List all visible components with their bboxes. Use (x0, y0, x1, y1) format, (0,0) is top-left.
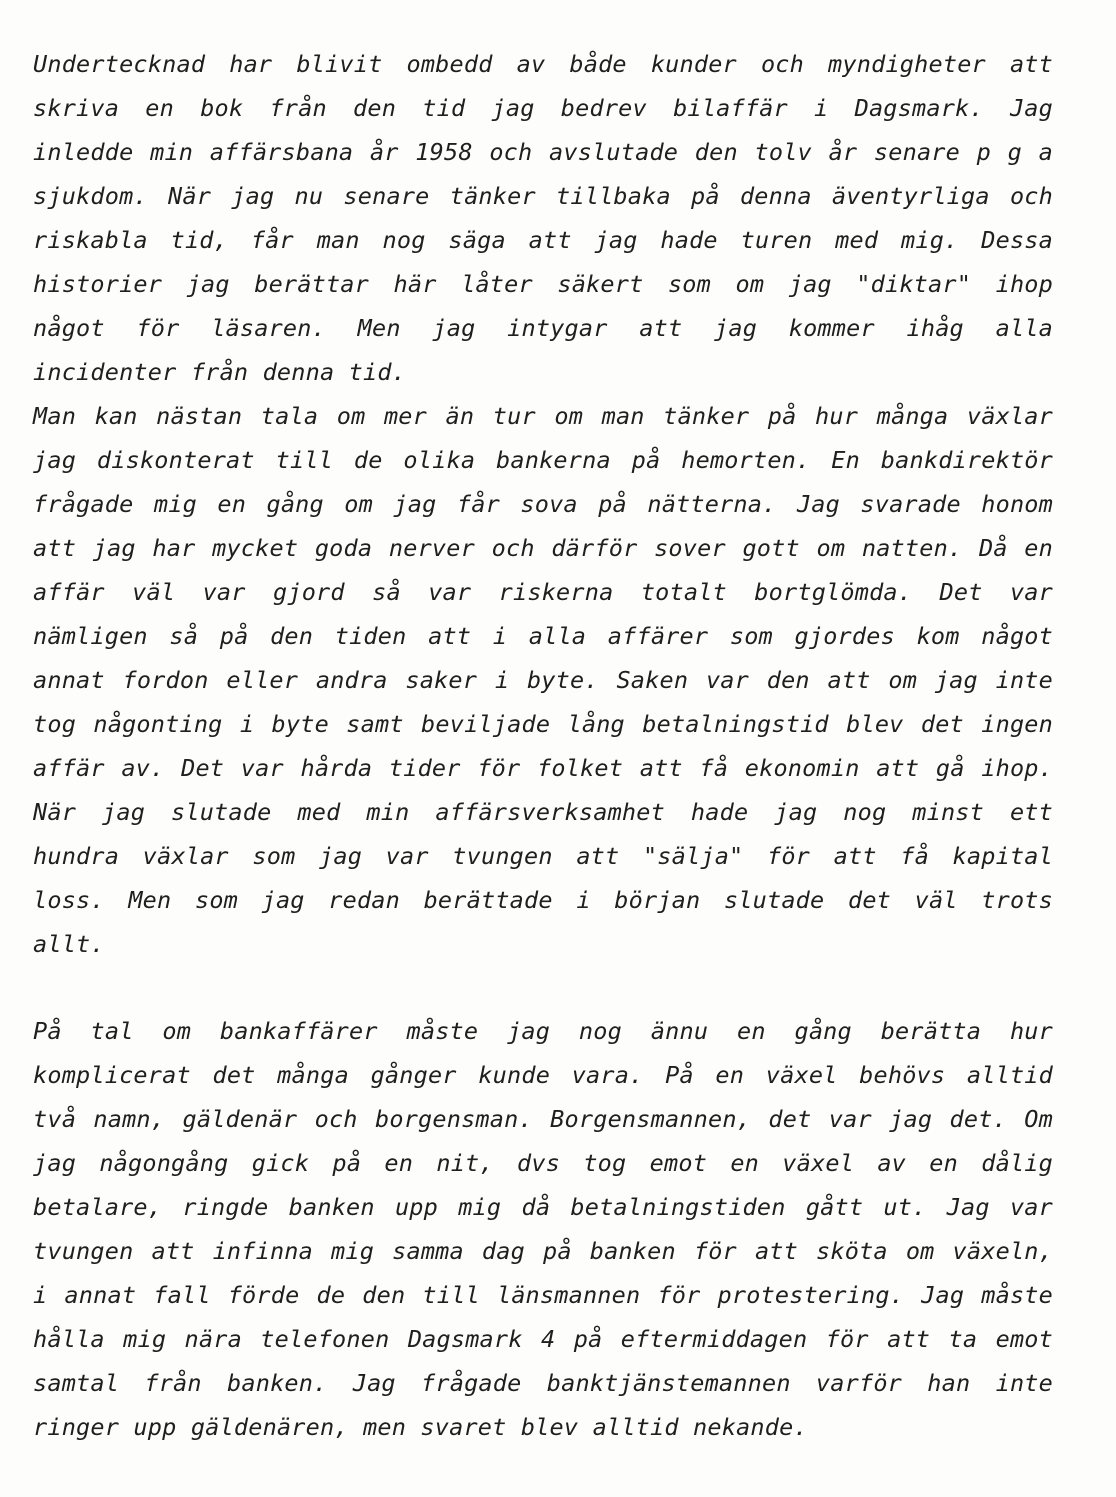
text-line: att jag har mycket goda nerver och därför sover gott om natten. Då en (33, 534, 1053, 562)
text-line: något för läsaren. Men jag intygar att jag kommer ihåg alla (33, 314, 1053, 342)
text-line: skriva en bok från den tid jag bedrev bilaffär i Dagsmark. Jag (33, 94, 1053, 122)
text-line: affär väl var gjord så var riskerna totalt bortglömda. Det var (33, 578, 1053, 606)
text-line: komplicerat det många gånger kunde vara. På en växel behövs alltid (33, 1061, 1053, 1089)
text-line: hundra växlar som jag var tvungen att "sälja" för att få kapital (33, 842, 1053, 870)
text-line: På tal om bankaffärer måste jag nog ännu en gång berätta hur (33, 1017, 1053, 1045)
text-line: Undertecknad har blivit ombedd av både kunder och myndigheter att (33, 50, 1053, 78)
text-line: frågade mig en gång om jag får sova på nätterna. Jag svarade honom (33, 490, 1053, 518)
text-line: i annat fall förde de den till länsmannen för protestering. Jag måste (33, 1281, 1053, 1309)
text-line: historier jag berättar här låter säkert som om jag "diktar" ihop (33, 270, 1053, 298)
text-line: allt. (33, 930, 105, 958)
text-line: nämligen så på den tiden att i alla affärer som gjordes kom något (33, 622, 1053, 650)
text-line: inledde min affärsbana år 1958 och avslutade den tolv år senare p g a (33, 138, 1053, 166)
text-line: incidenter från denna tid. (33, 358, 407, 386)
text-line: hålla mig nära telefonen Dagsmark 4 på eftermiddagen för att ta emot (33, 1325, 1053, 1353)
text-line: loss. Men som jag redan berättade i början slutade det väl trots (33, 886, 1053, 914)
text-line: När jag slutade med min affärsverksamhet hade jag nog minst ett (33, 798, 1053, 826)
text-line: jag någongång gick på en nit, dvs tog emot en växel av en dålig (33, 1149, 1053, 1177)
text-line: betalare, ringde banken upp mig då betalningstiden gått ut. Jag var (33, 1193, 1053, 1221)
text-line: riskabla tid, får man nog säga att jag hade turen med mig. Dessa (33, 226, 1053, 254)
text-line: samtal från banken. Jag frågade banktjänstemannen varför han inte (33, 1369, 1053, 1397)
text-line: två namn, gäldenär och borgensman. Borgensmannen, det var jag det. Om (33, 1105, 1053, 1133)
text-line: tvungen att infinna mig samma dag på banken för att sköta om växeln, (33, 1237, 1053, 1265)
text-line: affär av. Det var hårda tider för folket att få ekonomin att gå ihop. (33, 754, 1053, 782)
text-line: sjukdom. När jag nu senare tänker tillbaka på denna äventyrliga och (33, 182, 1053, 210)
text-line: Man kan nästan tala om mer än tur om man tänker på hur många växlar (33, 402, 1053, 430)
text-line: annat fordon eller andra saker i byte. Saken var den att om jag inte (33, 666, 1053, 694)
text-line: jag diskonterat till de olika bankerna på hemorten. En bankdirektör (33, 446, 1053, 474)
text-line: ringer upp gäldenären, men svaret blev alltid nekande. (33, 1413, 808, 1441)
text-line: tog någonting i byte samt beviljade lång betalningstid blev det ingen (33, 710, 1053, 738)
